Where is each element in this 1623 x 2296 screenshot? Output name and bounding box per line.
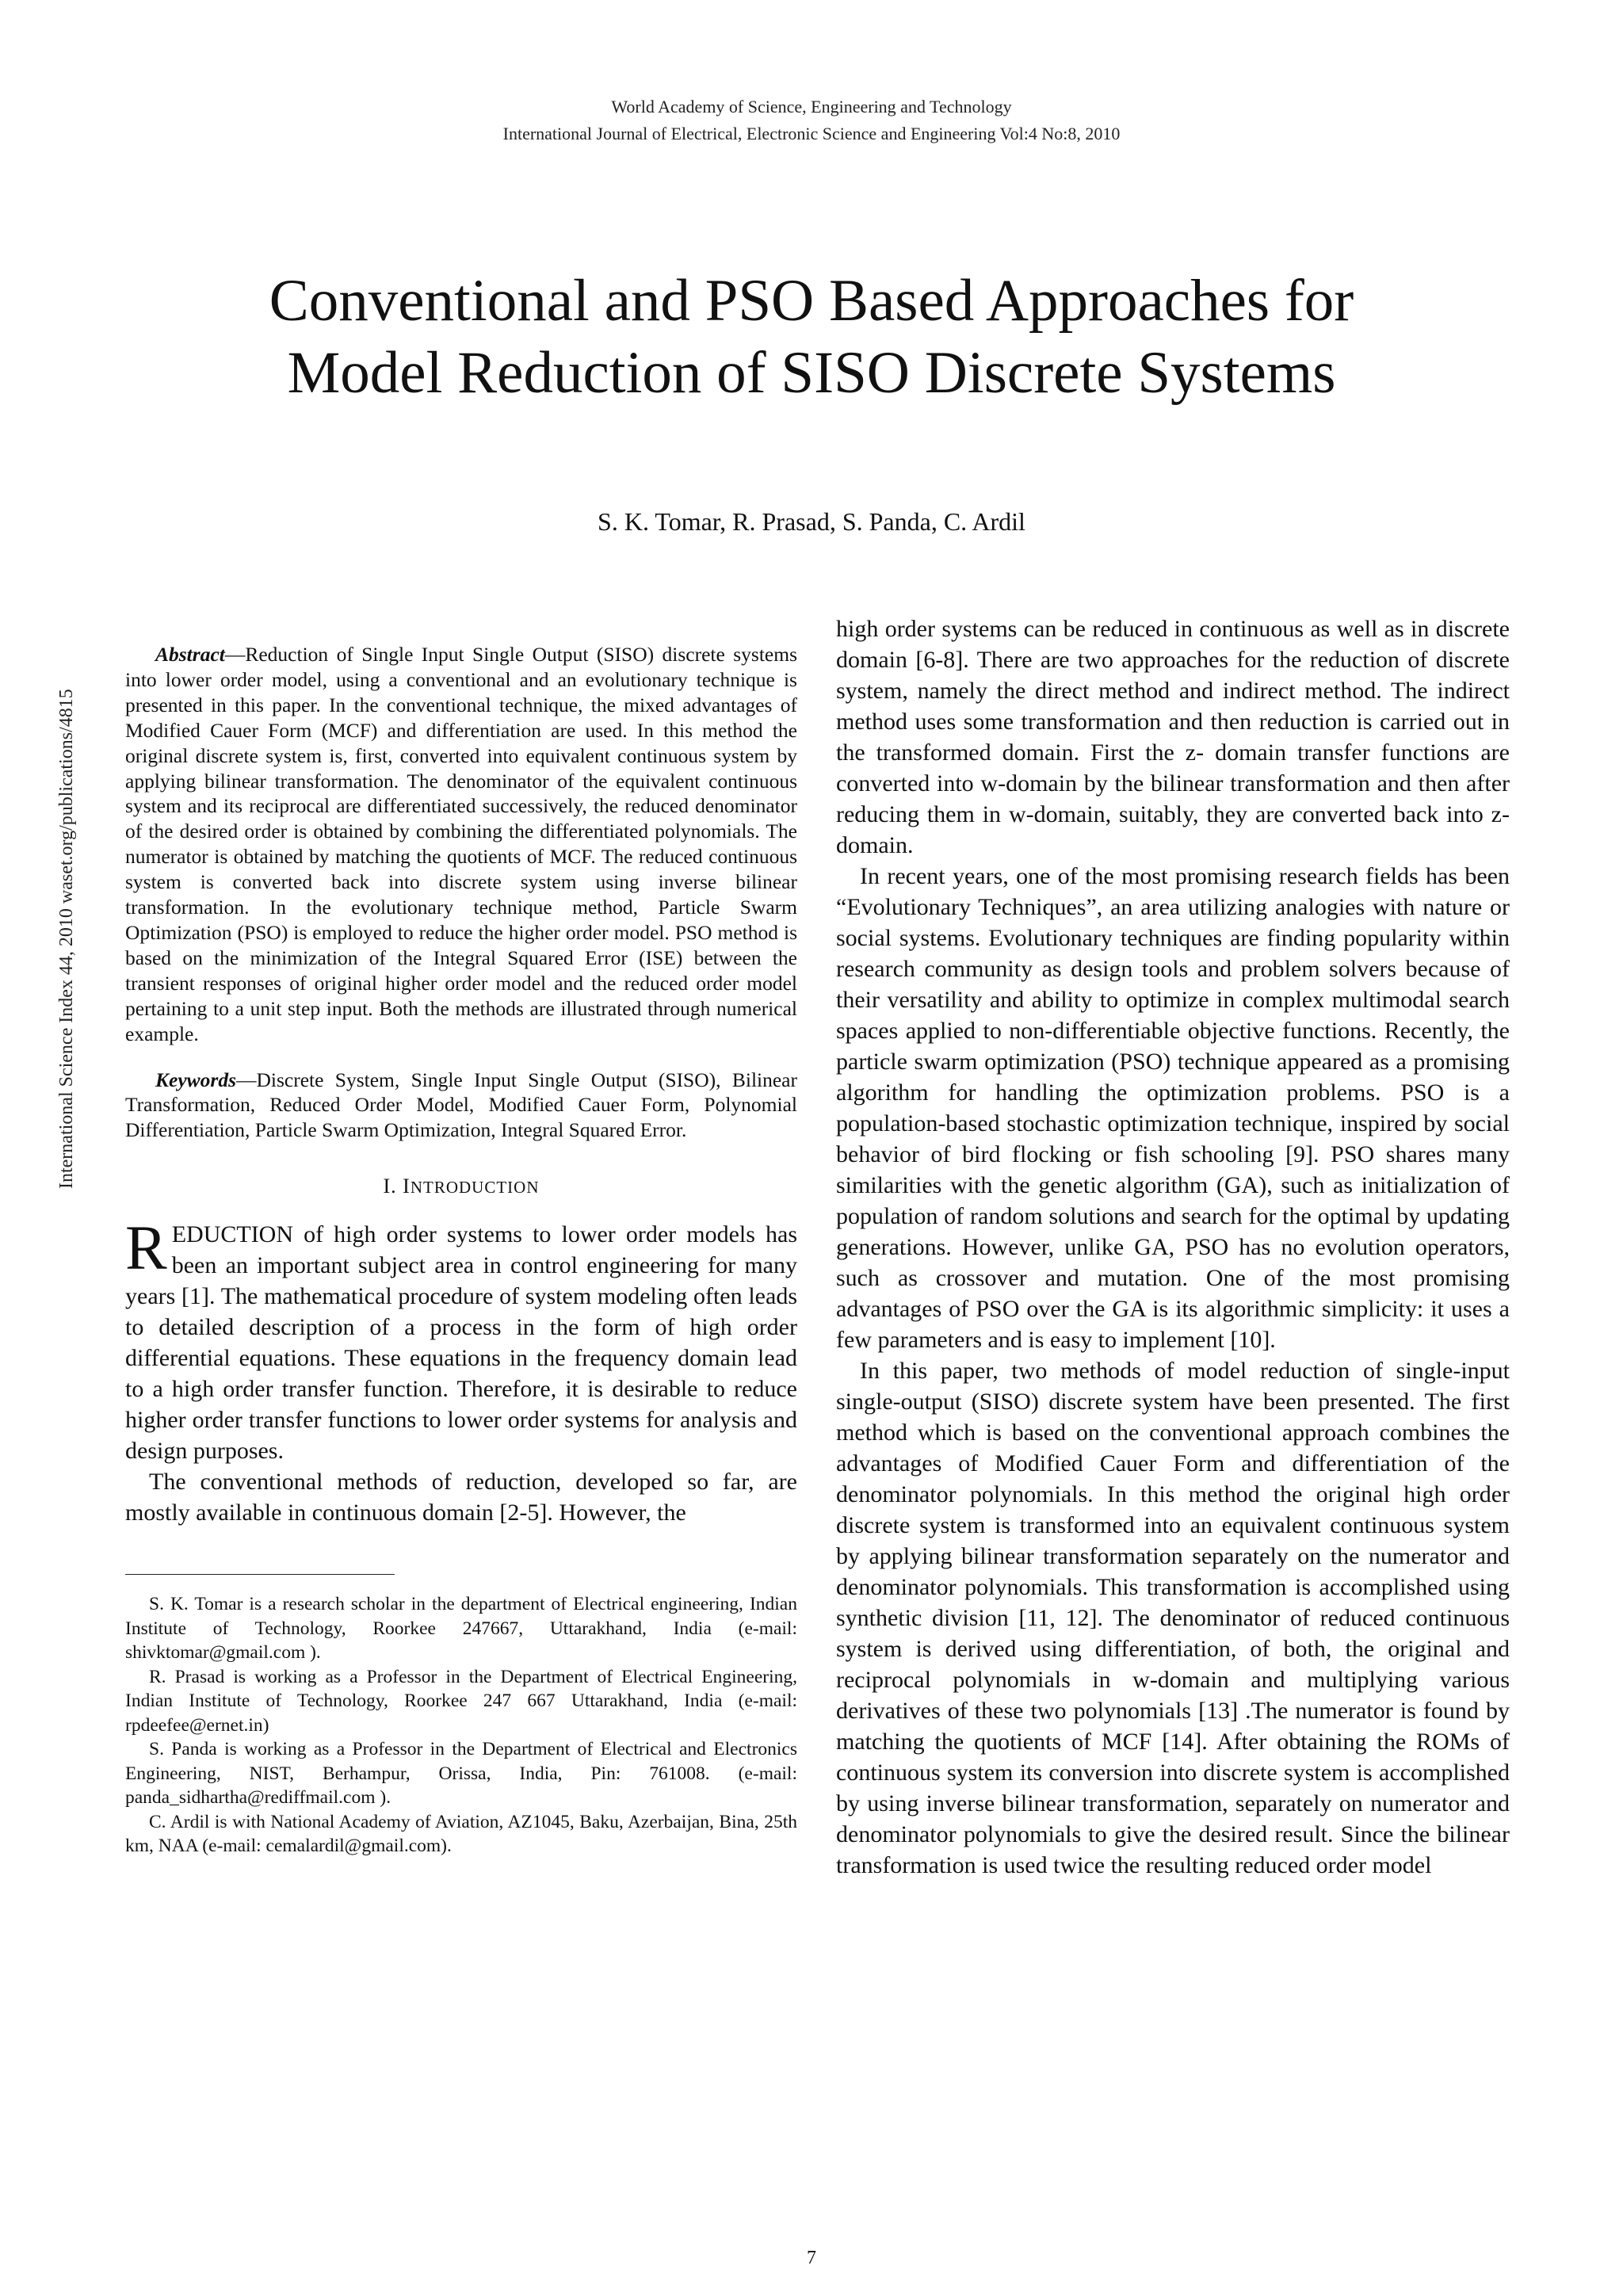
- right-paragraph-2: In recent years, one of the most promising research fields has been “Evolutionary Techniques”, an area utilizing analogies with nature or social systems. Evolutionary techniques are finding popularity within research community as design tools and problem solvers because of their versatility and ability to optimize in complex multimodal search spaces applied to non-differentiable objective functions. Recently, the particle swarm optimization (PSO) technique appeared as a promising algorithm for handling the optimization problems. PSO is a population-based stochastic optimization technique, inspired by social behavior of bird flocking or fish schooling [9]. PSO shares many similarities with the genetic algorithm (GA), such as initialization of population of random solutions and search for the optimal by updating generations. However, unlike GA, PSO has no evolution operators, such as crossover and mutation. One of the most promising advantages of PSO over the GA is its algorithmic simplicity: it uses a few parameters and is easy to implement [10].: [836, 863, 1510, 1353]
- title-line2: Model Reduction of SISO Discrete Systems: [287, 340, 1336, 406]
- intro-paragraph-2: The conventional methods of reduction, developed so far, are mostly available in continuous domain [2-5]. However, the: [125, 1469, 797, 1526]
- right-paragraph-3: In this paper, two methods of model reduction of single-input single-output (SISO) discrete system have been presented. The first method which is based on the conventional approach combines the advantages of Modified Cauer Form and differentiation of the denominator polynomials. In this method the original high order discrete system is transformed into an equivalent continuous system by applying bilinear transformation separately on the numerator and denominator polynomials. This transformation is accomplished using synthetic division [11, 12]. The denominator of reduced continuous system is derived using differentiation, of both, the original and reciprocal polynomials in w-domain and multiplying various derivatives of these two polynomials [13] .The numerator is found by matching the quotients of MCF [14]. After obtaining the ROMs of continuous system its conversion into discrete system is accomplished by using inverse bilinear transformation, separately on numerator and denominator polynomials to give the desired result. Since the bilinear transformation is used twice the resulting reduced order model: [836, 1358, 1510, 1878]
- footnote-author-2: R. Prasad is working as a Professor in the Department of Electrical Engineering, Indian Institute of Technology, Roorkee 247 667 Uttarakhand, India (e-mail: rpdeefee@ernet.in): [125, 1666, 797, 1736]
- title-line1: Conventional and PSO Based Approaches for: [269, 268, 1354, 334]
- keywords: [125, 1068, 797, 1144]
- drop-cap: R: [125, 1214, 167, 1284]
- abstract: [125, 642, 797, 1047]
- right-column: [836, 613, 1510, 1881]
- journal-header-line1: World Academy of Science, Engineering and Technology: [611, 97, 1012, 117]
- footnote-author-4: C. Ardil is with National Academy of Aviation, AZ1045, Baku, Azerbaijan, Bina, 25th km, NAA (e-mail: cemalardil@gmail.com).: [125, 1811, 797, 1857]
- abstract-label: Abstract: [155, 643, 225, 666]
- footnote-author-1: S. K. Tomar is a research scholar in the department of Electrical engineering, Indian Institute of Technology, Roorkee 247667, Uttarakhand, India (e-mail: shivktomar@gmail.com ).: [125, 1594, 797, 1664]
- left-column: [125, 642, 797, 1859]
- footnote-divider: [125, 1574, 395, 1575]
- footnote-author-3: S. Panda is working as a Professor in the Department of Electrical and Electronics Engineering, NIST, Berhampur, Orissa, India, Pin: 761008. (e-mail: panda_sidhartha@rediffmail.com ).: [125, 1739, 797, 1809]
- keywords-text: —Discrete System, Single Input Single Output (SISO), Bilinear Transformation, Reduced Order Model, Modified Cauer Form, Polynomial Differentiation, Particle Swarm Optimization, Integral Squared Error.: [125, 1068, 797, 1142]
- intro-paragraph-1: [125, 1214, 797, 1466]
- paper-title: [0, 265, 1623, 409]
- intro-paragraph-1-text: EDUCTION of high order systems to lower order models has been an important subject area in control engineering for many years [1]. The mathematical procedure of system modeling often leads to detailed description of a process in the form of high order differential equations. These equations in the frequency domain lead to a high order transfer function. Therefore, it is desirable to reduce higher order transfer functions to lower order systems for analysis and design purposes.: [125, 1221, 797, 1465]
- side-citation: International Science Index 44, 2010 waset.org/publications/4815: [56, 689, 77, 1189]
- keywords-label: Keywords: [155, 1068, 236, 1091]
- journal-header-line2: International Journal of Electrical, Electronic Science and Engineering Vol:4 No:8, 2010: [502, 124, 1121, 143]
- abstract-text: —Reduction of Single Input Single Output (SISO) discrete systems into lower order model, using a conventional and an evolutionary technique is presented in this paper. In the conventional technique, the mixed advantages of Modified Cauer Form (MCF) and differentiation are used. In this method the original discrete system is, first, converted into equivalent continuous system by applying bilinear transformation. The denominator of the equivalent continuous system and its reciprocal are differentiated successively, the reduced denominator of the desired order is obtained by combining the differentiated polynomials. The numerator is obtained by matching the quotients of MCF. The reduced continuous system is converted back into discrete system using inverse bilinear transformation. In the evolutionary technique method, Particle Swarm Optimization (PSO) is employed to reduce the higher order model. PSO method is based on the minimization of the Integral Squared Error (ISE) between the transient responses of original higher order model and the reduced order model pertaining to a unit step input. Both the methods are illustrated through numerical example.: [125, 643, 797, 1045]
- page-number: 7: [807, 2248, 816, 2268]
- section-heading-introduction: I. INTRODUCTION: [383, 1175, 540, 1198]
- right-paragraph-1: high order systems can be reduced in continuous as well as in discrete domain [6-8]. There are two approaches for the reduction of discrete system, namely the direct method and indirect method. The indirect method uses some transformation and then reduction is carried out in the transformed domain. First the z- domain transfer functions are converted into w-domain by the bilinear transformation and then after reducing them in w-domain, suitably, they are converted back into z-domain.: [836, 616, 1510, 858]
- author-list: S. K. Tomar, R. Prasad, S. Panda, C. Ardil: [598, 507, 1025, 536]
